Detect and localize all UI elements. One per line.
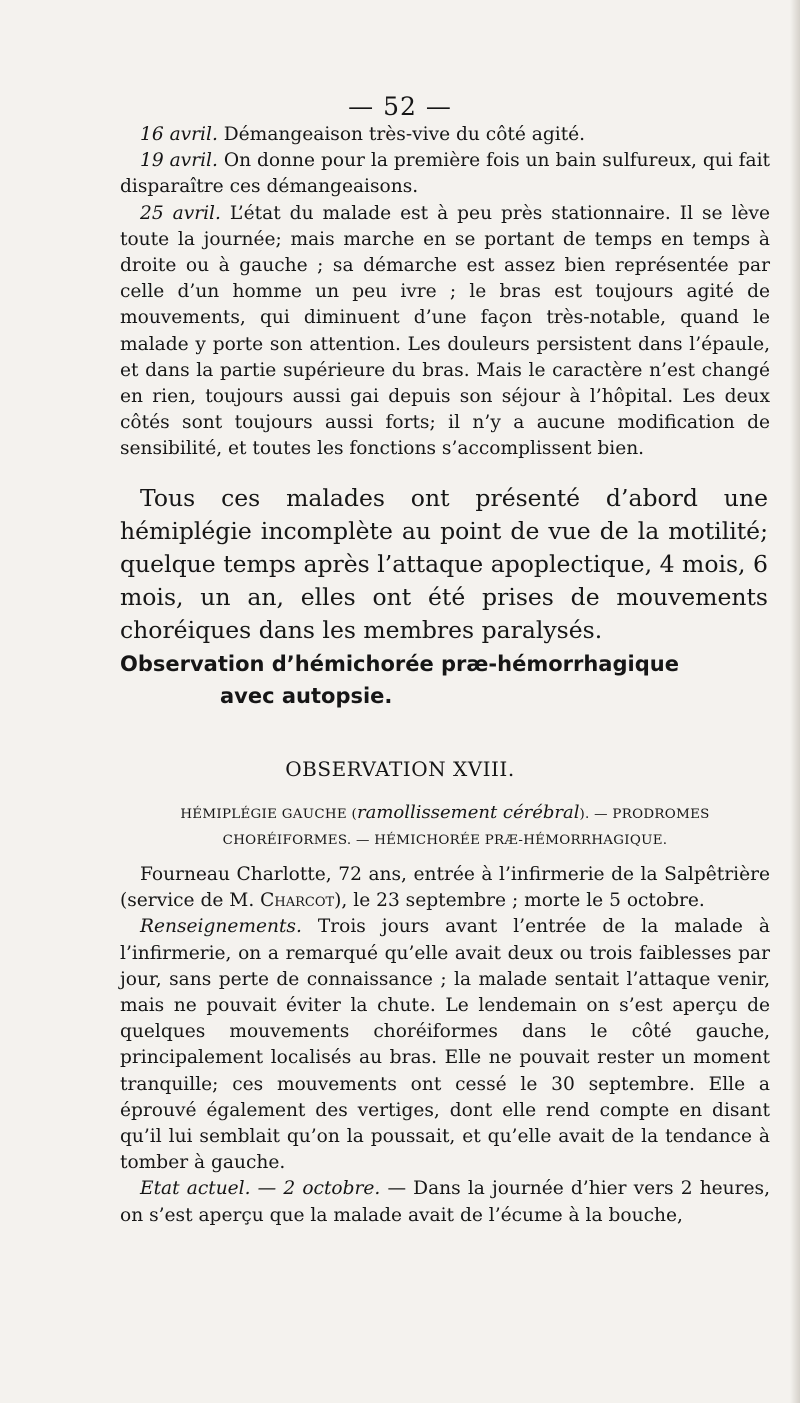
entry-text: On donne pour la première fois un bain sulfureux, qui fait disparaître ces démangeaisons. xyxy=(120,150,770,198)
subtitle-part1: HÉMIPLÉGIE GAUCHE ( xyxy=(180,807,358,822)
subtitle-part2: ). — PRODROMES xyxy=(579,807,710,822)
observation-subtitle xyxy=(120,800,770,854)
section-heading-line1: Observation d’hémichorée præ-hémorrhagique xyxy=(120,652,679,676)
case-report xyxy=(120,862,770,1229)
summary-paragraph: Tous ces malades ont présenté d’abord une hémiplégie incomplète au point de vue de la motilité; quelque temps après l’attaque apoplectique, 4 mois, 6 mois, un an, elles ont été prises de mouvements choréiques dans les membres paralysés. xyxy=(120,484,768,644)
entry-text: Démangeaison très-vive du côté agité. xyxy=(217,124,586,145)
entry-text: L’état du malade est à peu près stationnaire. Il se lève toute la journée; mais marche en se portant de temps en temps à droite ou à gauche ; sa démarche est assez bien représentée par celle d’un homme un peu ivre ; le bras est toujours agité de mouvements, qui diminuent d’une façon très-notable, quand le malade y porte son attention. Les douleurs persistent dans l’épaule, et dans la partie supérieure du bras. Mais le caractère n’est changé en rien, toujours aussi gai depuis son séjour à l’hôpital. Les deux côtés sont toujours aussi forts; il n’y a aucune modification de sensibilité, et toutes les fonctions s’accomplissent bien. xyxy=(120,202,770,460)
subtitle-line2: CHORÉIFORMES. — HÉMICHORÉE PRÆ-HÉMORRHAGIQUE. xyxy=(222,833,668,848)
summary-block xyxy=(120,482,768,647)
section-heading xyxy=(120,648,770,712)
page-edge-shadow xyxy=(790,0,800,1403)
entry-date: 25 avril. xyxy=(140,202,221,224)
case-etat-actuel: Etat actuel. — 2 octobre. — Dans la journée d’hier vers 2 heures, on s’est aperçu que la malade avait de l’écume à la bouche, xyxy=(120,1178,770,1226)
observation-title: OBSERVATION XVIII. xyxy=(285,757,515,781)
subtitle-italic: ramollissement cérébral xyxy=(357,802,580,823)
page-number: — 52 — xyxy=(348,92,452,121)
diary-entry xyxy=(120,148,770,200)
diary-entry xyxy=(120,122,770,148)
diary-entries xyxy=(120,122,770,463)
physician-name: Charcot xyxy=(260,890,335,912)
section-heading-line2: avec autopsie. xyxy=(220,684,393,708)
entry-date: 16 avril. xyxy=(140,124,218,145)
case-intro: Fourneau Charlotte, 72 ans, entrée à l’infirmerie de la Salpêtrière (service de M. Charcot), le 23 septembre ; morte le 5 octobre. xyxy=(120,864,770,912)
case-renseignements: Renseignements. Trois jours avant l’entrée de la malade à l’infirmerie, on a remarqué qu’elle avait deux ou trois faiblesses par jour, sans perte de connaissance ; la malade sentait l’attaque venir, mais ne pouvait éviter la chute. Le lendemain on s’est aperçu de quelques mouvements choréiformes dans le côté gauche, principalement localisés au bras. Elle ne pouvait rester un moment tranquille; ces mouvements ont cessé le 30 septembre. Elle a éprouvé également des vertiges, dont elle rend compte en disant qu’il lui semblait qu’on la poussait, et qu’elle avait de la tendance à tomber à gauche. xyxy=(120,916,770,1174)
etat-label: Etat actuel. — 2 octobre. xyxy=(140,1178,381,1200)
renseignements-label: Renseignements. xyxy=(140,916,302,938)
diary-entry xyxy=(120,201,770,463)
entry-date: 19 avril. xyxy=(140,150,218,172)
